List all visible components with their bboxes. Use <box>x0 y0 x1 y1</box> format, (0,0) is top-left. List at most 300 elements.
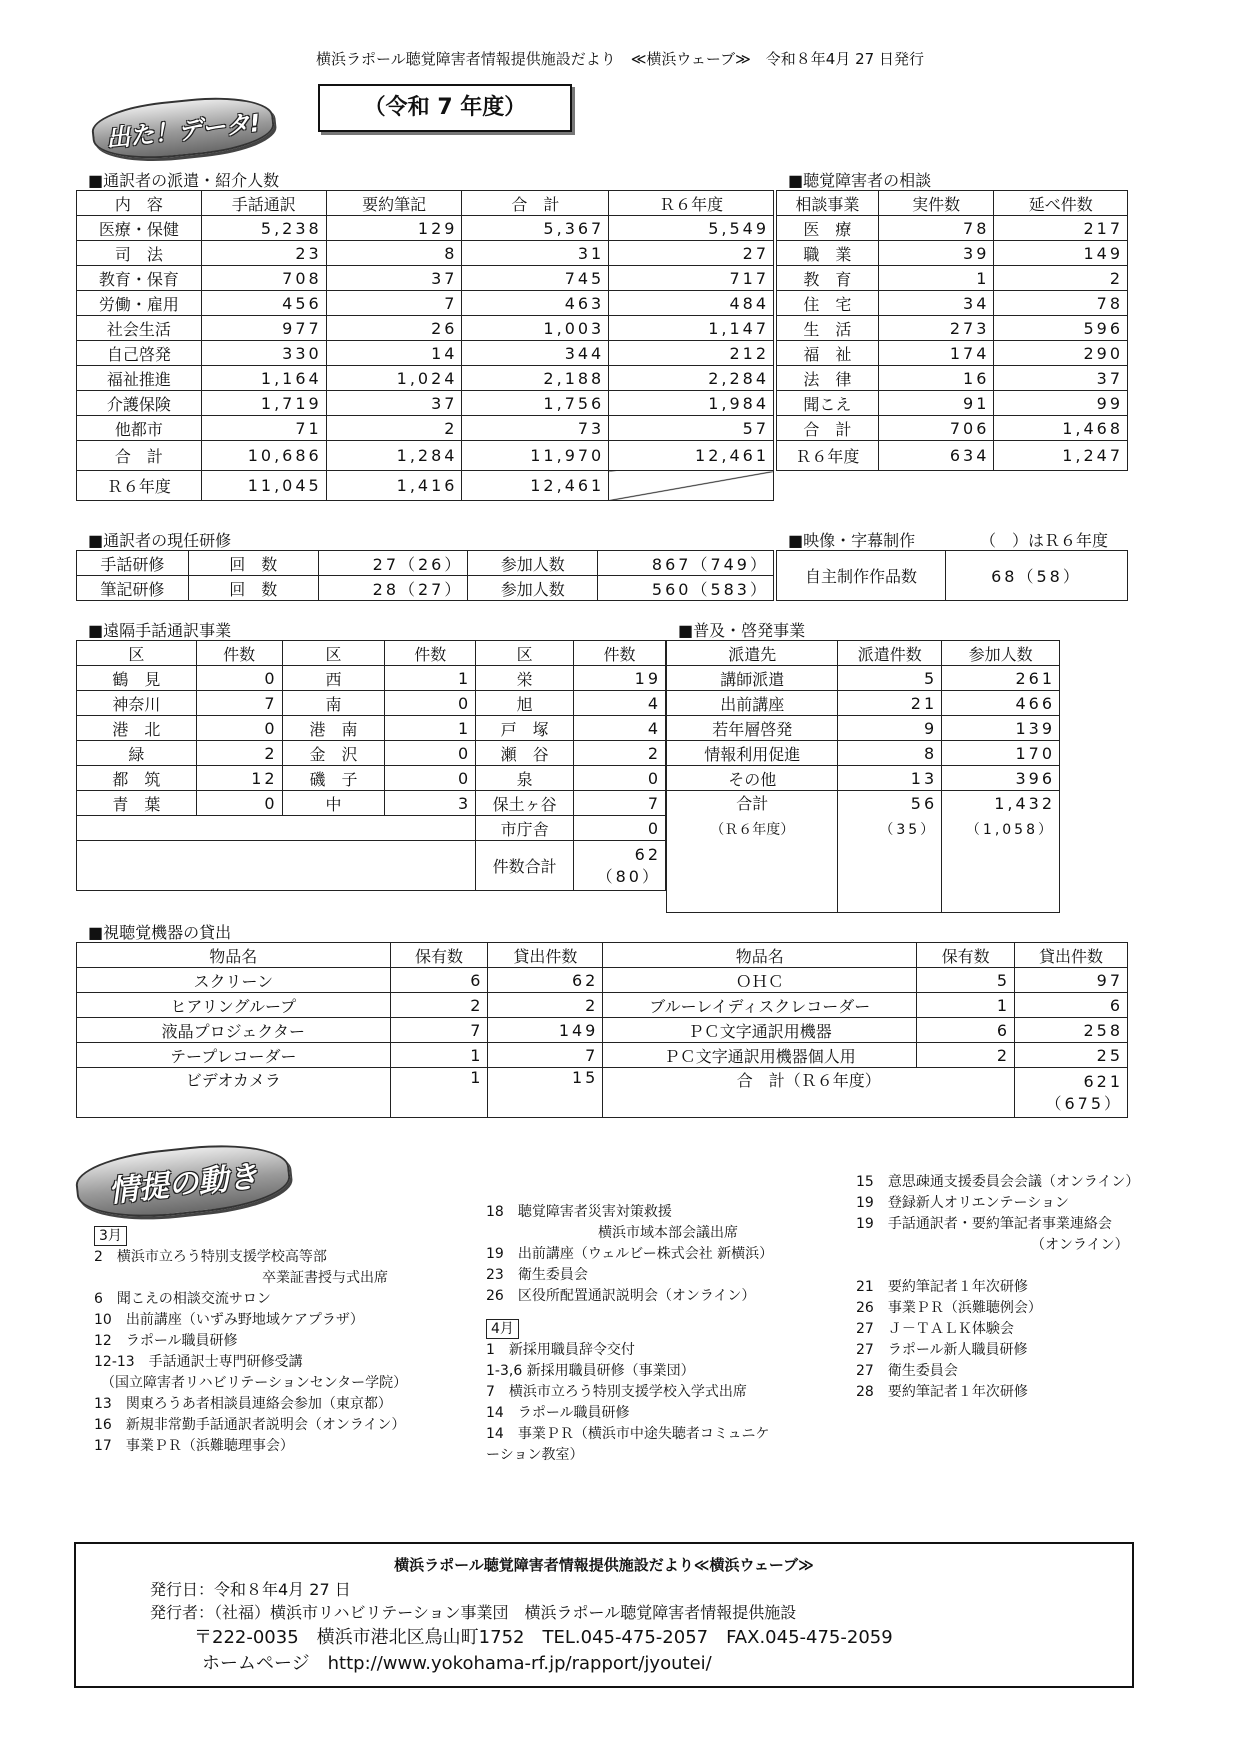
value-cell: 1,024 <box>326 366 462 391</box>
ward-cell: 神奈川 <box>77 691 197 716</box>
row-label: 医 療 <box>777 216 879 241</box>
table-row <box>667 716 1060 741</box>
value-cell: 7 <box>488 1043 603 1068</box>
table-row <box>777 266 1128 291</box>
column-header: 派遣件数 <box>838 641 942 666</box>
row-label: 合 計 <box>77 441 202 471</box>
column-header: 延べ件数 <box>994 191 1128 216</box>
table-row <box>77 441 774 471</box>
count-cell: 0 <box>574 766 666 791</box>
value-cell: 1 <box>390 1068 488 1118</box>
row-label: 他都市 <box>77 416 202 441</box>
activity-item: 12 ラポール職員研修 <box>94 1333 238 1349</box>
outreach-total-label-value: 合計 <box>736 794 769 813</box>
ward-cell: 泉 <box>476 766 574 791</box>
column-header: 合 計 <box>462 191 609 216</box>
table-row <box>77 716 666 741</box>
ward-cell: 保土ヶ谷 <box>476 791 574 816</box>
item-name: ブルーレイディスクレコーダー <box>603 993 917 1018</box>
column-header: 保有数 <box>917 943 1015 968</box>
table-row <box>77 551 774 576</box>
table-row <box>77 471 774 501</box>
outreach-total-people-prev: （1,058） <box>965 822 1055 838</box>
table-row <box>77 841 666 891</box>
column-header: 区 <box>476 641 574 666</box>
value-cell: 149 <box>488 1018 603 1043</box>
value-cell: 2 <box>917 1043 1015 1068</box>
movement-badge: 情提の動き <box>73 1137 293 1225</box>
value-cell: 78 <box>878 216 994 241</box>
table-row <box>77 191 774 216</box>
footer-box <box>74 1542 1134 1688</box>
count-cell: 7 <box>196 691 282 716</box>
value-cell: 273 <box>878 316 994 341</box>
training-cell: 28（27） <box>318 576 468 601</box>
value-cell: 6 <box>1015 993 1128 1018</box>
empty-cell <box>77 816 476 841</box>
outreach-table <box>666 640 1060 913</box>
ward-cell: 金 沢 <box>282 741 385 766</box>
ward-cell: 青 葉 <box>77 791 197 816</box>
outreach-total-people-value: 1,432 <box>994 794 1055 813</box>
activity-item: 12-13 手話通訳士専門研修受講 <box>94 1354 303 1370</box>
value-cell: 8 <box>326 241 462 266</box>
value-cell: 12,461 <box>462 471 609 501</box>
training-cell: 回 数 <box>188 576 318 601</box>
value-cell: 396 <box>942 766 1060 791</box>
column-three <box>856 1172 1186 1403</box>
activity-item <box>856 1256 1186 1277</box>
table-row <box>777 441 1128 471</box>
column-header: 貸出件数 <box>1015 943 1128 968</box>
row-label: 聞こえ <box>777 391 879 416</box>
outreach-total-count-value: 56 <box>910 794 938 813</box>
ward-cell: 鶴 見 <box>77 666 197 691</box>
total-cell <box>574 841 666 891</box>
value-cell: 170 <box>942 741 1060 766</box>
ward-cell: 都 筑 <box>77 766 197 791</box>
consult-table <box>776 190 1128 471</box>
table-row <box>667 666 1060 691</box>
activity-item: 26 区役所配置通訳説明会（オンライン） <box>486 1288 756 1304</box>
fiscal-year-box: （令和 7 年度） <box>318 84 572 132</box>
activity-item: （国立障害者リハビリテーションセンター学院） <box>94 1375 408 1391</box>
table-row <box>777 416 1128 441</box>
value-cell: 62 <box>488 968 603 993</box>
value-cell: 12,461 <box>609 441 774 471</box>
table-row <box>667 641 1060 666</box>
value-cell: 1,468 <box>994 416 1128 441</box>
table-row <box>77 391 774 416</box>
count-cell: 3 <box>385 791 476 816</box>
row-label: 介護保険 <box>77 391 202 416</box>
value-cell: 37 <box>994 366 1128 391</box>
value-cell: 2 <box>326 416 462 441</box>
value-cell: 8 <box>838 741 942 766</box>
footer-date: 発行日：令和８年4月 27 日 <box>150 1580 351 1599</box>
table-row <box>77 766 666 791</box>
ward-cell: 栄 <box>476 666 574 691</box>
activity-item: 16 新規非常勤手話通訳者説明会（オンライン） <box>94 1417 406 1433</box>
activity-item: 卒業証書授与式出席 <box>94 1270 388 1286</box>
march-label: 3月 <box>94 1226 127 1246</box>
value-cell: 2 <box>994 266 1128 291</box>
data-badge: 出た！データ! <box>90 91 277 166</box>
training-cell: 参加人数 <box>468 551 598 576</box>
value-cell: 11,045 <box>201 471 326 501</box>
table-row <box>777 241 1128 266</box>
value-cell: 5 <box>917 968 1015 993</box>
table-row <box>777 291 1128 316</box>
row-label: Ｒ６年度 <box>77 471 202 501</box>
value-cell: 71 <box>201 416 326 441</box>
value-cell: 634 <box>878 441 994 471</box>
column-header: Ｒ６年度 <box>609 191 774 216</box>
footer-publisher: 発行者：（社福）横浜市リハビリテーション事業団 横浜ラポール聴覚障害者情報提供施設 <box>150 1603 797 1622</box>
count-cell: 0 <box>385 741 476 766</box>
column-header: 区 <box>77 641 197 666</box>
column-header: 保有数 <box>390 943 488 968</box>
remote-total-prev: （80） <box>596 866 661 886</box>
value-cell: 261 <box>942 666 1060 691</box>
equipment-total-value: 621 <box>1083 1071 1123 1091</box>
value-cell: 745 <box>462 266 609 291</box>
value-cell: 21 <box>838 691 942 716</box>
value-cell: 1,284 <box>326 441 462 471</box>
activity-item: ーション教室） <box>486 1447 584 1463</box>
count-cell: 4 <box>574 716 666 741</box>
column-header: 件数 <box>385 641 476 666</box>
activity-item: 14 事業ＰＲ（横浜市中途失聴者コミュニケ <box>486 1426 770 1442</box>
training-title: ■通訳者の現任研修 <box>88 531 232 550</box>
table-row <box>77 291 774 316</box>
table-row <box>77 1043 1128 1068</box>
value-cell: 11,970 <box>462 441 609 471</box>
item-name: ヒアリングループ <box>77 993 391 1018</box>
table-row <box>77 968 1128 993</box>
value-cell: 174 <box>878 341 994 366</box>
activity-item: 横浜市域本部会議出席 <box>486 1225 738 1241</box>
value-cell: 7 <box>326 291 462 316</box>
table-row <box>77 266 774 291</box>
video-label: 自主制作作品数 <box>777 551 946 601</box>
column-header: 参加人数 <box>942 641 1060 666</box>
value-cell: 6 <box>390 968 488 993</box>
empty-cell <box>77 841 476 891</box>
count-cell: 19 <box>574 666 666 691</box>
value-cell: 1,247 <box>994 441 1128 471</box>
value-cell: 15 <box>488 1068 603 1118</box>
row-label: その他 <box>667 766 838 791</box>
march-column <box>94 1226 474 1457</box>
training-cell: 参加人数 <box>468 576 598 601</box>
video-value: 68（58） <box>946 551 1128 601</box>
value-cell: 91 <box>878 391 994 416</box>
value-cell: 2 <box>390 993 488 1018</box>
item-name: ＰＣ文字通訳用機器個人用 <box>603 1043 917 1068</box>
count-cell: 0 <box>574 816 666 841</box>
outreach-total-people <box>942 791 1060 913</box>
column-header: 実件数 <box>878 191 994 216</box>
equipment-title: ■視聴覚機器の貸出 <box>88 923 232 942</box>
row-label: 情報利用促進 <box>667 741 838 766</box>
activity-item: 1-3,6 新採用職員研修（事業団） <box>486 1363 695 1379</box>
outreach-total-label <box>667 791 838 913</box>
footer-homepage[interactable]: ホームページ http://www.yokohama-rf.jp/rapport/jyoutei/ <box>202 1653 712 1674</box>
value-cell: 78 <box>994 291 1128 316</box>
activity-item: 18 聴覚障害者災害対策救援 <box>486 1204 672 1220</box>
ward-cell: 港 北 <box>77 716 197 741</box>
column-header: 手話通訳 <box>201 191 326 216</box>
remote-total: 62 <box>634 844 661 864</box>
count-cell: 2 <box>574 741 666 766</box>
total-label: 合 計（Ｒ６年度） <box>603 1068 1015 1118</box>
table-row <box>77 341 774 366</box>
activity-item: 21 要約筆記者１年次研修 <box>856 1279 1028 1295</box>
table-row <box>77 1018 1128 1043</box>
count-cell: 2 <box>196 741 282 766</box>
activity-item: 17 事業ＰＲ（浜難聴理事会） <box>94 1438 294 1454</box>
value-cell: 1 <box>917 993 1015 1018</box>
value-cell: 97 <box>1015 968 1128 993</box>
outreach-total-count <box>838 791 942 913</box>
value-cell: 1 <box>878 266 994 291</box>
training-cell: 27（26） <box>318 551 468 576</box>
activity-item: 10 出前講座（いずみ野地域ケアプラザ） <box>94 1312 364 1328</box>
count-cell: 0 <box>196 791 282 816</box>
column-header: 件数 <box>196 641 282 666</box>
activity-item: （オンライン） <box>856 1237 1129 1253</box>
remote-title: ■遠隔手話通訳事業 <box>88 621 232 640</box>
activity-item: 23 衛生委員会 <box>486 1267 588 1283</box>
value-cell: 57 <box>609 416 774 441</box>
value-cell: 484 <box>609 291 774 316</box>
value-cell: 23 <box>201 241 326 266</box>
row-label: 教育・保育 <box>77 266 202 291</box>
table-row <box>777 341 1128 366</box>
count-cell: 1 <box>385 666 476 691</box>
ward-cell: 戸 塚 <box>476 716 574 741</box>
value-cell: 139 <box>942 716 1060 741</box>
row-label: 出前講座 <box>667 691 838 716</box>
value-cell: 717 <box>609 266 774 291</box>
ward-cell: 旭 <box>476 691 574 716</box>
ward-cell: 瀬 谷 <box>476 741 574 766</box>
count-cell: 1 <box>385 716 476 741</box>
value-cell: 344 <box>462 341 609 366</box>
activity-item: 15 意思疎通支援委員会会議（オンライン） <box>856 1174 1140 1190</box>
column-header: 物品名 <box>603 943 917 968</box>
value-cell: 330 <box>201 341 326 366</box>
activity-item: 7 横浜市立ろう特別支援学校入学式出席 <box>486 1384 747 1400</box>
column-header: 相談事業 <box>777 191 879 216</box>
table-row <box>667 766 1060 791</box>
value-cell: 463 <box>462 291 609 316</box>
column-header: 貸出件数 <box>488 943 603 968</box>
table-row <box>77 216 774 241</box>
footer-title: 横浜ラポール聴覚障害者情報提供施設だより≪横浜ウェーブ≫ <box>394 1556 814 1574</box>
footer-address: 〒222-0035 横浜市港北区鳥山町1752 TEL.045-475-2057 FAX.045-475-2059 <box>194 1627 893 1648</box>
table-row <box>77 741 666 766</box>
row-label: 福 祉 <box>777 341 879 366</box>
row-label: 若年層啓発 <box>667 716 838 741</box>
value-cell: 5,367 <box>462 216 609 241</box>
outreach-title: ■普及・啓発事業 <box>678 621 806 640</box>
dispatch-table <box>76 190 774 501</box>
row-label: 司 法 <box>77 241 202 266</box>
table-row <box>777 191 1128 216</box>
table-row <box>77 366 774 391</box>
column-header: 区 <box>282 641 385 666</box>
table-row <box>77 576 774 601</box>
count-cell: 12 <box>196 766 282 791</box>
count-cell: 0 <box>385 691 476 716</box>
value-cell: 1,984 <box>609 391 774 416</box>
activity-item: 28 要約筆記者１年次研修 <box>856 1384 1028 1400</box>
equipment-table <box>76 942 1128 1118</box>
activity-item: 19 手話通訳者・要約筆記者事業連絡会 <box>856 1216 1112 1232</box>
column-header: 要約筆記 <box>326 191 462 216</box>
activity-item: 6 聞こえの相談交流サロン <box>94 1291 271 1307</box>
table-row <box>667 691 1060 716</box>
value-cell: 37 <box>326 391 462 416</box>
row-label: 職 業 <box>777 241 879 266</box>
table-row <box>77 791 666 816</box>
value-cell: 13 <box>838 766 942 791</box>
value-cell: 14 <box>326 341 462 366</box>
equipment-total-prev: （675） <box>1045 1093 1123 1113</box>
video-table <box>776 550 1128 601</box>
table-row <box>77 641 666 666</box>
count-cell: 0 <box>196 716 282 741</box>
row-label: 住 宅 <box>777 291 879 316</box>
total-label: 件数合計 <box>476 841 574 891</box>
empty-cell <box>609 471 774 501</box>
value-cell: 129 <box>326 216 462 241</box>
table-row <box>77 416 774 441</box>
value-cell: 5,549 <box>609 216 774 241</box>
value-cell: 2,188 <box>462 366 609 391</box>
value-cell: 217 <box>994 216 1128 241</box>
april-label: 4月 <box>486 1319 519 1339</box>
activity-item: 27 ラポール新人職員研修 <box>856 1342 1028 1358</box>
remote-table <box>76 640 666 891</box>
activity-item: 19 出前講座（ウェルビー株式会社 新横浜） <box>486 1246 774 1262</box>
value-cell: 9 <box>838 716 942 741</box>
column-header: 物品名 <box>77 943 391 968</box>
value-cell: 1,164 <box>201 366 326 391</box>
value-cell: 27 <box>609 241 774 266</box>
training-cell: 回 数 <box>188 551 318 576</box>
table-row <box>77 1068 1128 1118</box>
table-row <box>77 943 1128 968</box>
activity-item: 27 衛生委員会 <box>856 1363 958 1379</box>
row-label: 法 律 <box>777 366 879 391</box>
training-cell: 867（749） <box>598 551 774 576</box>
value-cell: 26 <box>326 316 462 341</box>
ward-cell: 緑 <box>77 741 197 766</box>
value-cell: 1 <box>390 1043 488 1068</box>
value-cell: 1,147 <box>609 316 774 341</box>
column-header: 件数 <box>574 641 666 666</box>
table-row <box>77 691 666 716</box>
value-cell: 37 <box>326 266 462 291</box>
value-cell: 7 <box>390 1018 488 1043</box>
value-cell: 6 <box>917 1018 1015 1043</box>
dispatch-title: ■通訳者の派遣・紹介人数 <box>88 171 280 190</box>
column-two <box>486 1202 836 1466</box>
row-label: 講師派遣 <box>667 666 838 691</box>
value-cell: 16 <box>878 366 994 391</box>
table-row <box>777 391 1128 416</box>
value-cell: 31 <box>462 241 609 266</box>
row-label: 教 育 <box>777 266 879 291</box>
value-cell: 39 <box>878 241 994 266</box>
consult-title: ■聴覚障害者の相談 <box>788 171 932 190</box>
value-cell: 73 <box>462 416 609 441</box>
value-cell: 290 <box>994 341 1128 366</box>
activity-item: 26 事業ＰＲ（浜難聴例会） <box>856 1300 1042 1316</box>
count-cell: 0 <box>385 766 476 791</box>
table-row <box>667 741 1060 766</box>
value-cell: 10,686 <box>201 441 326 471</box>
item-name: 液晶プロジェクター <box>77 1018 391 1043</box>
value-cell: 1,756 <box>462 391 609 416</box>
activity-item: 27 Ｊ－ＴＡＬＫ体験会 <box>856 1321 1014 1337</box>
row-label: 社会生活 <box>77 316 202 341</box>
row-label: 合 計 <box>777 416 879 441</box>
ward-cell: 磯 子 <box>282 766 385 791</box>
item-name: ＰＣ文字通訳用機器 <box>603 1018 917 1043</box>
row-label: 福祉推進 <box>77 366 202 391</box>
value-cell: 25 <box>1015 1043 1128 1068</box>
training-table <box>76 550 774 601</box>
ward-cell: 中 <box>282 791 385 816</box>
ward-cell: 西 <box>282 666 385 691</box>
equipment-total <box>1015 1068 1128 1118</box>
table-row <box>777 366 1128 391</box>
row-label: Ｒ６年度 <box>777 441 879 471</box>
value-cell: 456 <box>201 291 326 316</box>
table-row <box>777 216 1128 241</box>
outreach-total-label-prev: （Ｒ６年度） <box>710 822 795 838</box>
value-cell: 212 <box>609 341 774 366</box>
value-cell: 258 <box>1015 1018 1128 1043</box>
outreach-total-count-prev: （35） <box>879 822 938 838</box>
table-row <box>667 791 1060 913</box>
item-name: スクリーン <box>77 968 391 993</box>
ward-cell: 南 <box>282 691 385 716</box>
row-label: 自己啓発 <box>77 341 202 366</box>
video-note: （ ）はＲ６年度 <box>980 531 1109 550</box>
activity-item: 13 関東ろうあ者相談員連絡会参加（東京都） <box>94 1396 392 1412</box>
activity-item: 19 登録新人オリエンテーション <box>856 1195 1069 1211</box>
value-cell: 596 <box>994 316 1128 341</box>
count-cell: 4 <box>574 691 666 716</box>
video-title: ■映像・字幕制作 <box>788 531 916 550</box>
ward-cell: 港 南 <box>282 716 385 741</box>
table-row <box>77 316 774 341</box>
value-cell: 2,284 <box>609 366 774 391</box>
training-cell: 手話研修 <box>77 551 189 576</box>
table-row <box>77 993 1128 1018</box>
row-label: 生 活 <box>777 316 879 341</box>
value-cell: 2 <box>488 993 603 1018</box>
newsletter-header: 横浜ラポール聴覚障害者情報提供施設だより ≪横浜ウェーブ≫ 令和８年4月 27 日発行 <box>316 50 924 68</box>
value-cell: 1,416 <box>326 471 462 501</box>
value-cell: 1,719 <box>201 391 326 416</box>
value-cell: 5,238 <box>201 216 326 241</box>
